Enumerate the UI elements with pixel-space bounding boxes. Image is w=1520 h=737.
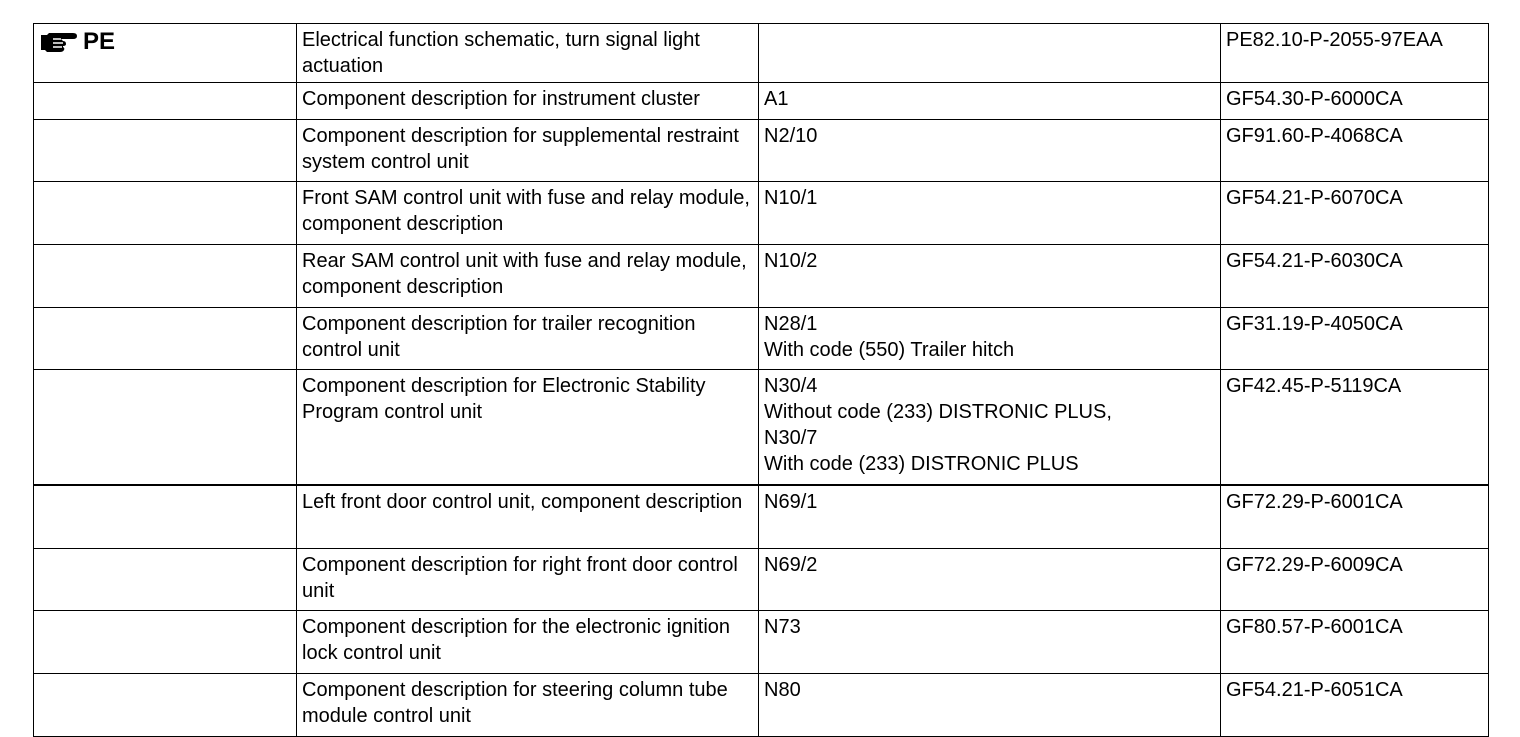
description-cell: [297, 308, 759, 370]
description-text: Component description for instrument cluster: [302, 88, 700, 110]
code-line: N80: [764, 679, 801, 701]
description-text: Component description for trailer recognition control unit: [302, 313, 696, 361]
code-line: N10/2: [764, 250, 818, 272]
table-row: [34, 549, 1489, 611]
description-cell: [297, 83, 759, 120]
document-number: GF31.19-P-4050CA: [1226, 313, 1403, 335]
description-cell: [297, 120, 759, 182]
document-cell: [1221, 24, 1489, 83]
table-row: [34, 308, 1489, 370]
description-cell: [297, 24, 759, 83]
code-line: N10/1: [764, 187, 818, 209]
document-cell: [1221, 549, 1489, 611]
description-cell: [297, 611, 759, 674]
code-cell: [759, 182, 1221, 245]
code-line: A1: [764, 88, 789, 110]
table-row: [34, 83, 1489, 120]
pointing-hand-icon: [39, 29, 81, 55]
description-text: Rear SAM control unit with fuse and relay module, component description: [302, 250, 747, 298]
empty-cell: [34, 120, 297, 182]
code-cell: [759, 674, 1221, 737]
table-row: [34, 182, 1489, 245]
document-number: GF54.30-P-6000CA: [1226, 88, 1403, 110]
description-cell: [297, 245, 759, 308]
pe-cell: [34, 24, 297, 83]
empty-cell: [34, 485, 297, 549]
empty-cell: [34, 83, 297, 120]
document-cell: [1221, 485, 1489, 549]
code-cell: [759, 308, 1221, 370]
code-line: N69/2: [764, 554, 818, 576]
code-cell: [759, 370, 1221, 486]
code-line: With code (550) Trailer hitch: [764, 339, 1015, 361]
table-row: [34, 485, 1489, 549]
code-cell: [759, 83, 1221, 120]
document-cell: [1221, 370, 1489, 486]
document-number: GF80.57-P-6001CA: [1226, 616, 1403, 638]
description-text: Electrical function schematic, turn signal light actuation: [302, 29, 700, 77]
document-number: GF72.29-P-6001CA: [1226, 491, 1403, 513]
description-cell: [297, 674, 759, 737]
document-cell: [1221, 245, 1489, 308]
code-line: With code (233) DISTRONIC PLUS: [764, 453, 1079, 475]
table-row: [34, 370, 1489, 486]
document-number: GF91.60-P-4068CA: [1226, 125, 1403, 147]
document-number: GF54.21-P-6030CA: [1226, 250, 1403, 272]
code-cell: [759, 549, 1221, 611]
code-cell: [759, 120, 1221, 182]
table-row: [34, 611, 1489, 674]
description-cell: [297, 549, 759, 611]
empty-cell: [34, 182, 297, 245]
document-number: GF72.29-P-6009CA: [1226, 554, 1403, 576]
document-cell: [1221, 83, 1489, 120]
code-cell: [759, 245, 1221, 308]
empty-cell: [34, 549, 297, 611]
document-number: GF54.21-P-6051CA: [1226, 679, 1403, 701]
document-cell: [1221, 674, 1489, 737]
empty-cell: [34, 611, 297, 674]
code-line: N28/1: [764, 313, 818, 335]
description-text: Component description for the electronic ignition lock control unit: [302, 616, 731, 664]
description-cell: [297, 370, 759, 486]
description-text: Component description for right front door control unit: [302, 554, 738, 602]
empty-cell: [34, 245, 297, 308]
description-cell: [297, 485, 759, 549]
code-line: Without code (233) DISTRONIC PLUS,: [764, 401, 1112, 423]
description-cell: [297, 182, 759, 245]
pe-label: PE: [83, 28, 116, 55]
document-number: GF42.45-P-5119CA: [1226, 375, 1402, 397]
table-row: [34, 120, 1489, 182]
table-row: [34, 245, 1489, 308]
description-text: Left front door control unit, component description: [302, 491, 743, 513]
code-cell: [759, 611, 1221, 674]
description-text: Component description for steering column tube module control unit: [302, 679, 728, 727]
code-cell: [759, 485, 1221, 549]
empty-cell: [34, 674, 297, 737]
code-line: N73: [764, 616, 801, 638]
table-row: [34, 24, 1489, 83]
code-line: N30/4: [764, 375, 818, 397]
description-text: Component description for Electronic Stability Program control unit: [302, 375, 706, 423]
code-line: N69/1: [764, 491, 818, 513]
description-text: Component description for supplemental restraint system control unit: [302, 125, 739, 173]
code-cell: [759, 24, 1221, 83]
document-number: GF54.21-P-6070CA: [1226, 187, 1403, 209]
empty-cell: [34, 370, 297, 486]
code-line: N2/10: [764, 125, 818, 147]
document-number: PE82.10-P-2055-97EAA: [1226, 29, 1443, 51]
document-cell: [1221, 308, 1489, 370]
empty-cell: [34, 308, 297, 370]
document-cell: [1221, 611, 1489, 674]
document-cell: [1221, 182, 1489, 245]
table-row: [34, 674, 1489, 737]
document-cell: [1221, 120, 1489, 182]
description-text: Front SAM control unit with fuse and relay module, component description: [302, 187, 750, 235]
code-line: N30/7: [764, 427, 818, 449]
reference-table: [33, 23, 1489, 737]
